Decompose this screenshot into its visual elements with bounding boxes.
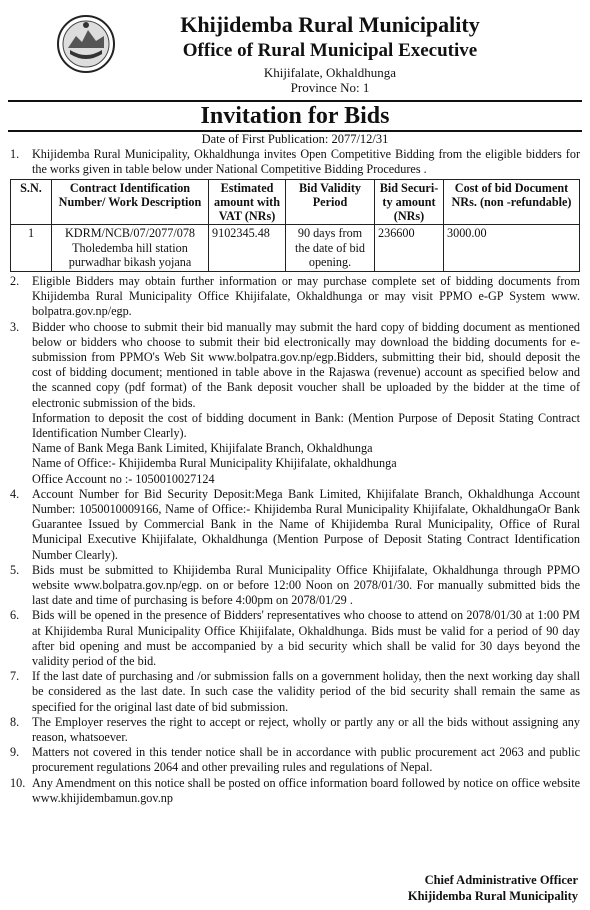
list-item: 9. Matters not covered in this tender notice shall be in accordance with public procurement act 2063 and public procurement regulations 2064 and other prevailing rules and regulations of Nepal. [10,745,580,775]
signatory-title: Chief Administrative Officer [424,873,578,887]
municipality-name: Khijidemba Rural Municipality [180,12,480,37]
col-security-header: Bid Securi-ty amount (NRs) [375,180,444,225]
list-item: 7. If the last date of purchasing and /or submission falls on a government holiday, then the next working day shall be considered as the last date. In such case the validity period of the bid security shall remain the same as specified for the original last date of bid submission. [10,669,580,714]
cell-amount: 9102345.48 [209,225,286,272]
notice-title: Invitation for Bids [8,100,582,132]
publication-date: Date of First Publication: 2077/12/31 [201,132,389,146]
cell-validity: 90 days from the date of bid opening. [286,225,375,272]
list-item: 5. Bids must be submitted to Khijidemba Rural Municipality Office Khijifalate, Okhaldhunga through PPMO website www.bolpatra.gov.np/egp. on or before 12:00 Noon on 2078/01/30. For manually submitted bids the last date and time of purchasing is before 4:00pm on 2078/01/29 . [10,562,580,608]
col-validity-header: Bid Validity Period [286,180,375,225]
col-sn-header: S.N. [11,180,52,225]
cell-security: 236600 [375,225,444,272]
cell-cost: 3000.00 [444,225,580,272]
list-item: 3. Bidder who choose to submit their bid manually may submit the hard copy of bidding document as mentioned below or bidders who choose to submit their bid electronically may download the bidding documents for e-submission from PPMO's Web Sit www.bolpatra.gov.np/egp.Bidders, submitting their bid, should deposit the cost of bidding document; mentioned in table above in the Rajaswa (revenue) account as specified below and the scanned copy (pdf format) of the Bank deposit voucher shall be uploaded by the bidder at the time of electronic submission of the bids. Information to deposit the cost of bidding document in Bank: (Mention Purpose of Deposit Stating Contract Identification Number Clearly). Name of Bank Mega Bank Limited, Khijifalate Branch, Okhaldhunga Name of Office:- Khijidemba Rural Municipality Khijifalate, okhaldhunga Office Account no :- 1050010027124 [10,319,580,486]
list-item: 10. Any Amendment on this notice shall be posted on office information board followed by notice on office website www.khijidembamun.gov.np [10,775,580,805]
table-row [11,225,580,272]
signature-block [408,872,578,904]
list-item: 6. Bids will be opened in the presence of Bidders' representatives who choose to attend on 2078/01/30 at 1:00 PM at Khijidemba Rural Municipality Office Khijifalate, Okhaldhunga. Bids must be valid for a period of 90 day after bid opening and must be accompanied by a bid security which shall be valid for 30 days beyond the validity period of the bid. [10,608,580,668]
office-account: Office Account no :- 1050010027124 [32,471,215,486]
deposit-info: Information to deposit the cost of bidding document in Bank: (Mention Purpose of Deposit Stating Contract Identification Number Clearly). [32,410,580,440]
works-table [10,179,580,272]
col-description-header: Contract Identification Number/ Work Description [52,180,209,225]
province: Province No: 1 [290,80,370,95]
col-amount-header: Estimated amount with VAT (NRs) [209,180,286,225]
signatory-org: Khijidemba Rural Municipality [407,889,578,903]
cell-description: KDRM/NCB/07/2077/078 Tholedemba hill station purwadhar bikash yojana [52,225,209,272]
notice-body [10,147,580,806]
office-name: Office of Rural Municipal Executive [182,40,478,61]
col-cost-header: Cost of bid Document NRs. (non -refundable) [444,180,580,225]
office-name-line: Name of Office:- Khijidemba Rural Municipality Khijifalate, okhaldhunga [32,456,397,471]
table-header-row [11,180,580,225]
bank-name: Name of Bank Mega Bank Limited, Khijifalate Branch, Okhaldhunga [32,441,373,456]
list-item: 2. Eligible Bidders may obtain further information or may purchase complete set of bidding documents from Khijidemba Rural Municipality Office Khijifalate, Okhaldhunga or may visit PPMO e-GP System www. bolpatra.gov.np/egp. [10,273,580,319]
list-item: 1. Khijidemba Rural Municipality, Okhaldhunga invites Open Competitive Bidding from the eligible bidders for the works given in table below under National Competitive Bidding Procedures . [10,147,580,177]
list-item: 4. Account Number for Bid Security Deposit:Mega Bank Limited, Khijifalate Branch, Okhaldhunga Account Number: 1050010009166, Name of Office:- Khijidemba Rural Municipality Khijifalate, OkhaldhungaOr Bank Guarantee Issued by Commercial Bank in the Name of Khijidemba Rural Municipality, Office of Rural Municipal Executive Khijifalate, Okhaldhunga (Mention Purpose of Deposit Stating Contract Identification Number Clearly). [10,486,580,562]
address: Khijifalate, Okhaldhunga [263,65,397,80]
list-item: 8. The Employer reserves the right to accept or reject, wholly or partly any or all the bids without assigning any reason, whatsoever. [10,714,580,744]
cell-sn: 1 [11,225,52,272]
